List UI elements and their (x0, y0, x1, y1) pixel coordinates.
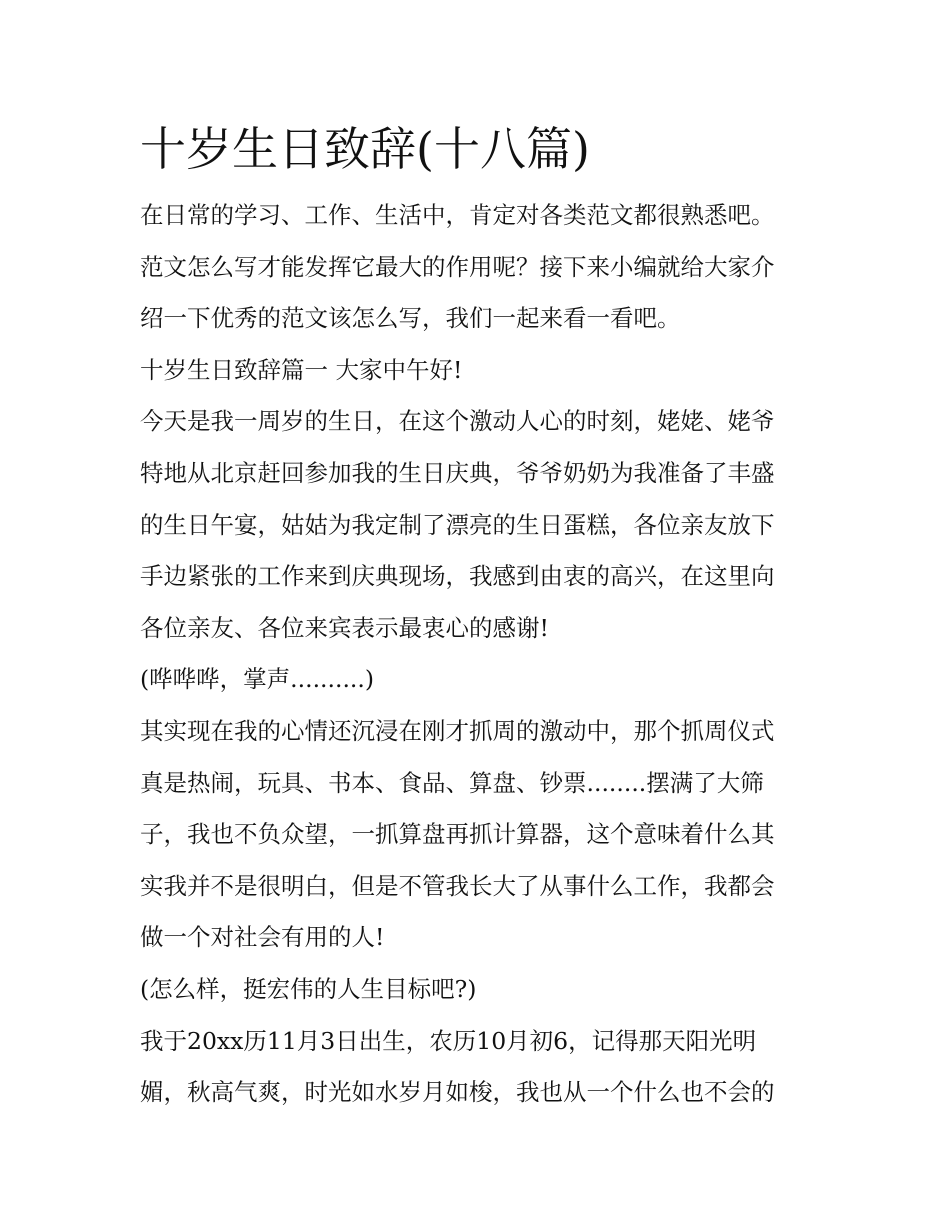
text-line: 做一个对社会有用的人! (140, 923, 385, 952)
text-line: 的生日午宴，姑姑为我定制了漂亮的生日蛋糕，各位亲友放下 (140, 510, 775, 539)
text-line: 在日常的学习、工作、生活中，肯定对各类范文都很熟悉吧。 (140, 201, 775, 229)
text-line: 媚，秋高气爽，时光如水岁月如梭，我也从一个什么也不会的 (140, 1078, 775, 1107)
text-line: 实我并不是很明白，但是不管我长大了从事什么工作，我都会 (140, 871, 775, 900)
document-page (140, 118, 820, 1119)
text-line: 子，我也不负众望，一抓算盘再抓计算器，这个意味着什么其 (140, 820, 775, 849)
text-line: 手边紧张的工作来到庆典现场，我感到由衷的高兴，在这里向 (140, 562, 775, 591)
text-line: 特地从北京赶回参加我的生日庆典，爷爷奶奶为我准备了丰盛 (140, 458, 775, 487)
text-line: 今天是我一周岁的生日，在这个激动人心的时刻，姥姥、姥爷 (140, 407, 775, 436)
text-line: 我于20xx历11月3日出生，农历10月初6，记得那天阳光明 (140, 1026, 757, 1055)
text-line: (哗哗哗，掌声..........) (140, 665, 375, 694)
text-line: 绍一下优秀的范文该怎么写，我们一起来看一看吧。 (140, 304, 681, 333)
text-line: 范文怎么写才能发挥它最大的作用呢？接下来小编就给大家介 (140, 252, 775, 281)
text-line: 各位亲友、各位来宾表示最衷心的感谢! (140, 613, 549, 642)
section-heading: 十岁生日致辞篇一 大家中午好! (140, 355, 463, 384)
text-line: 其实现在我的心情还沉浸在刚才抓周的激动中，那个抓周仪式 (140, 716, 775, 745)
document-body (140, 190, 820, 1119)
text-line: (怎么样，挺宏伟的人生目标吧?) (140, 974, 477, 1003)
document-title: 十岁生日致辞(十八篇) (140, 122, 590, 176)
text-line: 真是热闹，玩具、书本、食品、算盘、钞票........摆满了大筛 (140, 768, 764, 797)
